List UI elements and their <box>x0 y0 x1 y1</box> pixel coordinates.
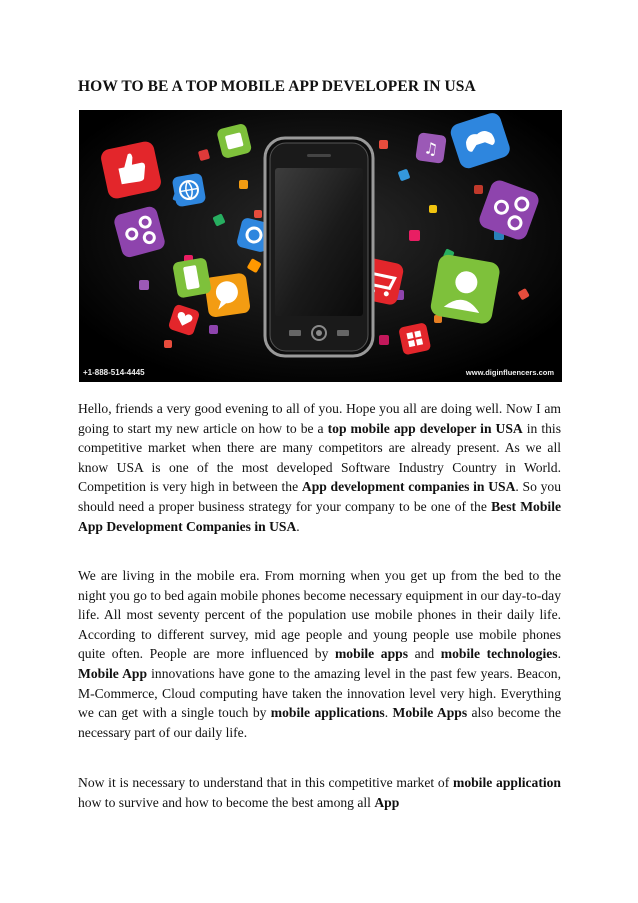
banner-illustration <box>79 110 562 382</box>
text-run: also become the necessary part of our daily life. <box>78 705 562 740</box>
bold-keyword: Mobile Apps <box>392 705 468 721</box>
phone-icon <box>172 257 212 298</box>
bold-keyword: mobile application <box>453 775 561 790</box>
page-title: HOW TO BE A TOP MOBILE APP DEVELOPER IN USA <box>78 78 476 95</box>
bold-keyword: mobile apps <box>334 646 408 662</box>
bold-keyword: top mobile app developer in USA <box>327 420 523 436</box>
bold-keyword: Best Mobile App Development Companies in USA <box>78 498 562 534</box>
text-run: . <box>384 705 393 721</box>
bold-keyword: App development companies in USA <box>301 479 516 495</box>
bold-keyword: Mobile App <box>78 665 148 681</box>
paragraph-competitive-market <box>78 773 561 812</box>
apps-icon <box>398 322 431 355</box>
paragraph-intro <box>78 399 561 536</box>
globe-icon <box>172 173 207 208</box>
text-run: . <box>557 646 561 662</box>
bold-keyword: App <box>374 794 400 810</box>
music-note-icon <box>415 132 447 164</box>
banner-website: www.diginfluencers.com <box>465 368 554 377</box>
text-run: Now it is necessary to understand that in this competitive market of <box>78 775 453 790</box>
text-run: We are living in the mobile era. From morning when you get up from the bed to the night you go to bed again mobile phones become necessary equipment in our day-to-day life. All most seventy percent of the population use mobile phones in their daily life. According to different survey, mid age people and young people use mobile phones quite often. People are more influenced by <box>78 568 561 662</box>
banner-phone-number: +1-888-514-4445 <box>83 368 145 377</box>
bold-keyword: mobile applications <box>270 705 385 721</box>
user-icon <box>429 253 501 325</box>
text-run: and <box>408 646 441 662</box>
text-run: innovations have gone to the amazing level in the past few years. Beacon, M-Commerce, Cloud computing have taken the innovation level very high. Everything we can get with a single touch by <box>78 665 561 721</box>
mobile-apps-banner-image <box>79 110 562 382</box>
bold-keyword: mobile technologies <box>440 646 558 662</box>
text-run: . <box>296 518 300 534</box>
text-run: how to survive and how to become the best among all <box>78 794 375 810</box>
chat-bubble-icon <box>204 272 251 317</box>
text-run: in this competitive market when there are many competitors are already present. As we all know USA is one of the most developed Software Industry Country in World. Competition is very high in between the <box>78 420 561 495</box>
svg-text:♫: ♫ <box>422 138 440 159</box>
smartphone-illustration <box>265 138 373 356</box>
text-run: . So you should need a proper business strategy for your company to be one of the <box>78 479 561 514</box>
text-run: Hello, friends a very good evening to all of you. Hope you all are doing well. Now I am going to start my new article on how to be a <box>78 401 561 436</box>
paragraph-mobile-era <box>78 566 561 742</box>
